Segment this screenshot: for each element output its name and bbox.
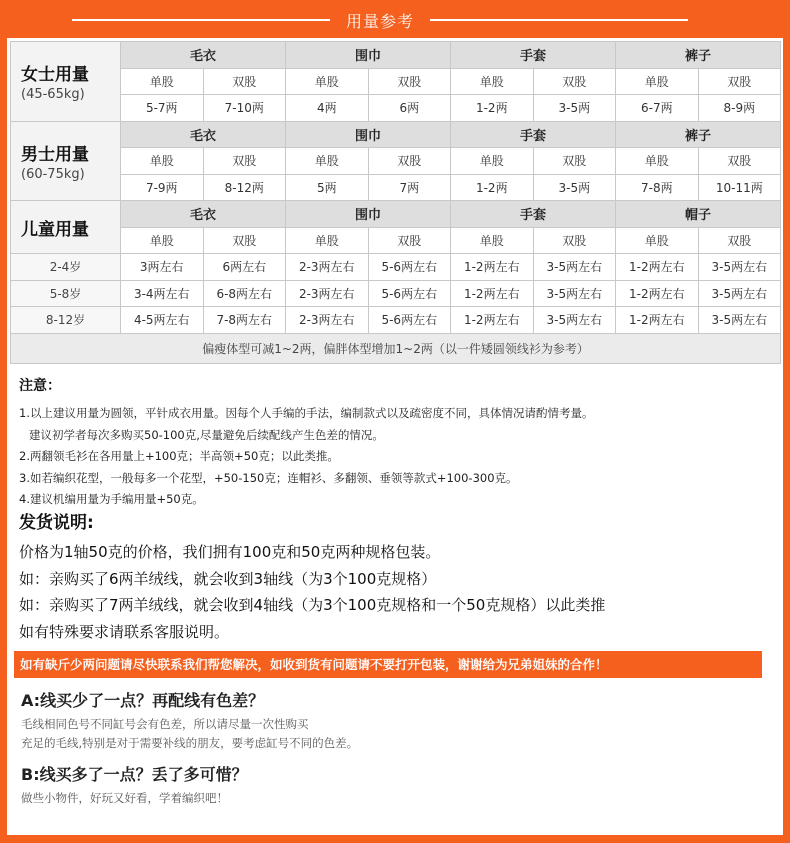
notes-line: 建议初学者每次多购买50-100克,尽量避免后续配线产生色差的情况。 <box>29 427 384 442</box>
age-range: 5-8岁 <box>11 280 121 307</box>
category-header: 围巾 <box>286 201 451 228</box>
double-strand-label: 双股 <box>203 68 286 95</box>
strand-row <box>11 148 781 175</box>
single-strand-label: 单股 <box>121 227 204 254</box>
group-label <box>11 42 121 122</box>
category-header: 毛衣 <box>121 201 286 228</box>
double-strand-label: 双股 <box>533 227 616 254</box>
single-strand-label: 单股 <box>121 68 204 95</box>
usage-value: 1-2两左右 <box>616 280 699 307</box>
table-note-row <box>11 333 781 363</box>
group-title: 儿童用量 <box>21 219 89 240</box>
category-header: 手套 <box>451 42 616 69</box>
qa-answer-line: 做些小物件，好玩又好看，学着编织吧！ <box>21 791 228 805</box>
usage-value: 3-5两 <box>533 95 616 122</box>
usage-value: 7-8两左右 <box>203 307 286 334</box>
qa-question: B:线买多了一点？丢了多可惜？ <box>21 765 248 784</box>
double-strand-label: 双股 <box>368 227 451 254</box>
qa-item-b <box>21 762 761 808</box>
notes-title: 注意： <box>19 378 61 394</box>
usage-value: 7-9两 <box>121 174 204 201</box>
double-strand-label: 双股 <box>698 68 781 95</box>
usage-value: 4两 <box>286 95 369 122</box>
strand-row <box>11 227 781 254</box>
usage-value: 6两左右 <box>203 254 286 281</box>
table-row <box>11 254 781 281</box>
usage-value: 3-5两左右 <box>698 254 781 281</box>
single-strand-label: 单股 <box>616 148 699 175</box>
shipping-line: 如有特殊要求请联系客服说明。 <box>19 622 230 641</box>
single-strand-label: 单股 <box>451 68 534 95</box>
table-row <box>11 307 781 334</box>
usage-value: 7-10两 <box>203 95 286 122</box>
notes-line: 3.如若编织花型，一般每多一个花型，+50-150克；连帽衫、多翻领、垂领等款式+100-300克。 <box>19 470 518 485</box>
single-strand-label: 单股 <box>451 148 534 175</box>
shipping-section <box>19 508 779 645</box>
single-strand-label: 单股 <box>616 68 699 95</box>
usage-value: 5-6两左右 <box>368 254 451 281</box>
usage-value: 3-5两左右 <box>533 280 616 307</box>
usage-value: 5-7两 <box>121 95 204 122</box>
usage-value: 3-5两左右 <box>698 280 781 307</box>
header-bar <box>0 0 790 40</box>
table-row <box>11 95 781 122</box>
page-title: 用量参考 <box>345 12 414 31</box>
group-title: 女士用量 <box>21 65 89 86</box>
category-header: 毛衣 <box>121 42 286 69</box>
double-strand-label: 双股 <box>203 227 286 254</box>
double-strand-label: 双股 <box>203 148 286 175</box>
group-label <box>11 121 121 201</box>
category-header: 裤子 <box>616 121 781 148</box>
usage-value: 5-6两左右 <box>368 280 451 307</box>
strand-row <box>11 68 781 95</box>
usage-value: 2-3两左右 <box>286 254 369 281</box>
double-strand-label: 双股 <box>533 148 616 175</box>
single-strand-label: 单股 <box>286 148 369 175</box>
contact-banner: 如有缺斤少两问题请尽快联系我们帮您解决，如收到货有问题请不要打开包装，谢谢给为兄弟姐妹的合作！ <box>14 651 762 678</box>
category-header: 毛衣 <box>121 121 286 148</box>
notes-line: 1.以上建议用量为圆领，平针成衣用量。因每个人手编的手法，编制款式以及疏密度不同，具体情况请酌情考量。 <box>19 406 594 420</box>
usage-value: 5-6两左右 <box>368 307 451 334</box>
double-strand-label: 双股 <box>533 68 616 95</box>
group-title: 男士用量 <box>21 144 89 165</box>
category-header: 手套 <box>451 201 616 228</box>
qa-answer-line: 充足的毛线,特别是对于需要补线的朋友，要考虑缸号不同的色差。 <box>21 736 359 750</box>
table-row <box>11 174 781 201</box>
qa-answer-line: 毛线相同色号不同缸号会有色差，所以请尽量一次性购买 <box>21 717 309 731</box>
shipping-line: 如：亲购买了7两羊绒线，就会收到4轴线（为3个100克规格和一个50克规格）以此类推 <box>19 596 606 614</box>
shipping-line: 价格为1轴50克的价格，我们拥有100克和50克两种规格包装。 <box>19 543 441 561</box>
group-header-row <box>11 121 781 148</box>
double-strand-label: 双股 <box>368 148 451 175</box>
single-strand-label: 单股 <box>451 227 534 254</box>
table-row <box>11 280 781 307</box>
usage-value: 3-5两 <box>533 174 616 201</box>
shipping-title: 发货说明: <box>19 513 94 533</box>
usage-value: 1-2两左右 <box>451 280 534 307</box>
usage-value: 3-4两左右 <box>121 280 204 307</box>
usage-value: 2-3两左右 <box>286 307 369 334</box>
usage-value: 8-9两 <box>698 95 781 122</box>
category-header: 手套 <box>451 121 616 148</box>
usage-value: 6两 <box>368 95 451 122</box>
usage-table <box>10 41 781 364</box>
usage-value: 4-5两左右 <box>121 307 204 334</box>
group-header-row <box>11 42 781 69</box>
usage-value: 1-2两左右 <box>616 307 699 334</box>
content-panel <box>7 38 783 835</box>
category-header: 围巾 <box>286 42 451 69</box>
usage-value: 6-7两 <box>616 95 699 122</box>
usage-value: 5两 <box>286 174 369 201</box>
usage-value: 7两 <box>368 174 451 201</box>
header-divider-right <box>430 19 688 21</box>
usage-value: 1-2两 <box>451 95 534 122</box>
single-strand-label: 单股 <box>286 68 369 95</box>
qa-question: A:线买少了一点？再配线有色差？ <box>21 691 265 710</box>
usage-value: 1-2两左右 <box>451 254 534 281</box>
usage-value: 10-11两 <box>698 174 781 201</box>
category-header: 裤子 <box>616 42 781 69</box>
notes-section <box>19 375 769 511</box>
usage-value: 3-5两左右 <box>533 307 616 334</box>
usage-value: 6-8两左右 <box>203 280 286 307</box>
header-divider-left <box>72 19 330 21</box>
usage-value: 1-2两 <box>451 174 534 201</box>
usage-value: 3-5两左右 <box>533 254 616 281</box>
usage-value: 8-12两 <box>203 174 286 201</box>
usage-value: 1-2两左右 <box>616 254 699 281</box>
single-strand-label: 单股 <box>616 227 699 254</box>
group-weight-range: (45-65kg) <box>21 87 85 103</box>
category-header: 围巾 <box>286 121 451 148</box>
double-strand-label: 双股 <box>698 148 781 175</box>
usage-value: 1-2两左右 <box>451 307 534 334</box>
age-range: 8-12岁 <box>11 307 121 334</box>
qa-item-a <box>21 688 761 753</box>
double-strand-label: 双股 <box>368 68 451 95</box>
age-range: 2-4岁 <box>11 254 121 281</box>
usage-value: 7-8两 <box>616 174 699 201</box>
single-strand-label: 单股 <box>286 227 369 254</box>
group-header-row <box>11 201 781 228</box>
group-weight-range: (60-75kg) <box>21 166 85 182</box>
shipping-line: 如：亲购买了6两羊绒线，就会收到3轴线（为3个100克规格） <box>19 569 437 588</box>
usage-value: 2-3两左右 <box>286 280 369 307</box>
double-strand-label: 双股 <box>698 227 781 254</box>
usage-value: 3-5两左右 <box>698 307 781 334</box>
notes-line: 2.两翻领毛衫在各用量上+100克；半高领+50克；以此类推。 <box>19 449 339 463</box>
single-strand-label: 单股 <box>121 148 204 175</box>
group-label <box>11 201 121 254</box>
category-header: 帽子 <box>616 201 781 228</box>
usage-value: 3两左右 <box>121 254 204 281</box>
notes-line: 4.建议机编用量为手编用量+50克。 <box>19 492 204 506</box>
table-note: 偏瘦体型可减1~2两，偏胖体型增加1~2两（以一件矮圆领线衫为参考） <box>11 333 781 363</box>
